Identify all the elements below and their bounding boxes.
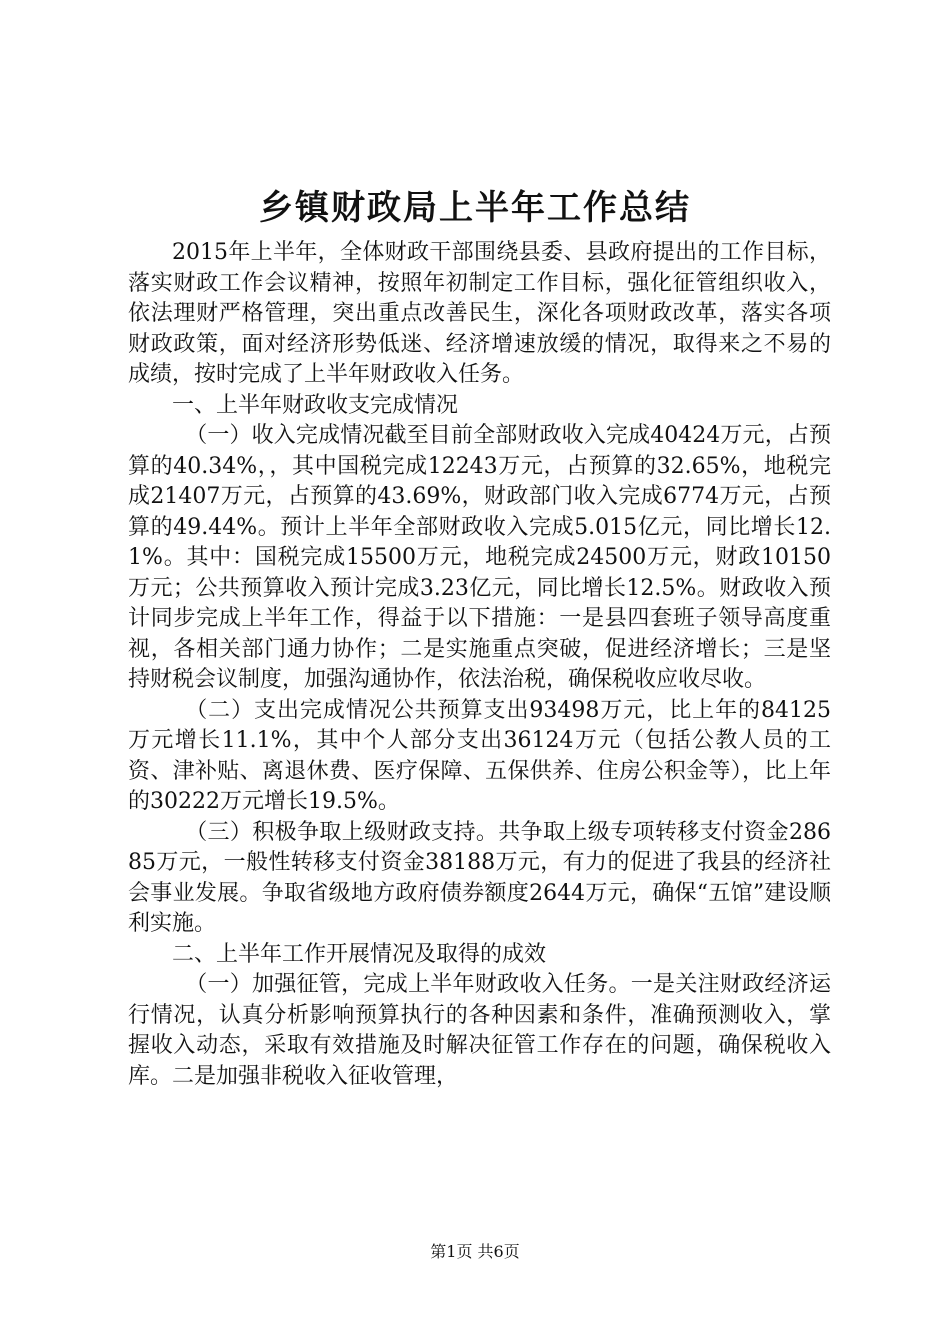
intro-paragraph: 2015年上半年，全体财政干部围绕县委、县政府提出的工作目标，落实财政工作会议精神，按照年初制定工作目标，强化征管组织收入，依法理财严格管理，突出重点改善民生，深化各项财政改革，落实各项财政政策，面对经济形势低迷、经济增速放缓的情况，取得来之不易的成绩，按时完成了上半年财政收入任务。 — [128, 240, 831, 387]
document-body — [128, 238, 831, 1092]
document-title: 乡镇财政局上半年工作总结 — [259, 188, 691, 228]
section-heading-1: 一、上半年财政收支完成情况 — [172, 392, 459, 418]
income-paragraph: （一）收入完成情况截至目前全部财政收入完成40424万元，占预算的40.34%，，其中国税完成12243万元，占预算的32.65%，地税完成21407万元，占预算的43.69%，财政部门收入完成6774万元，占预算的49.44%。预计上半年全部财政收入完成5.015亿元，同比增长12.1%。其中：国税完成15500万元，地税完成24500万元，财政10150万元；公共预算收入预计完成3.23亿元，同比增长12.5%。财政收入预计同步完成上半年工作，得益于以下措施：一是县四套班子领导高度重视，各相关部门通力协作；二是实施重点突破，促进经济增长；三是坚持财税会议制度，加强沟通协作，依法治税，确保税收应收尽收。 — [128, 423, 832, 692]
expenditure-paragraph: （二）支出完成情况公共预算支出93498万元，比上年的84125万元增长11.1%，其中个人部分支出36124万元（包括公教人员的工资、津补贴、离退休费、医疗保障、五保供养、住房公积金等），比上年的30222万元增长19.5%。 — [128, 697, 831, 814]
transfer-paragraph: （三）积极争取上级财政支持。共争取上级专项转移支付资金28685万元，一般性转移支付资金38188万元，有力的促进了我县的经济社会事业发展。争取省级地方政府债券额度2644万元，确保“五馆”建设顺利实施。 — [128, 819, 831, 936]
page-footer: 第1页 共6页 — [430, 1242, 520, 1261]
section-heading-2: 二、上半年工作开展情况及取得的成效 — [172, 941, 547, 967]
collection-paragraph: （一）加强征管，完成上半年财政收入任务。一是关注财政经济运行情况，认真分析影响预算执行的各种因素和条件，准确预测收入，掌握收入动态，采取有效措施及时解决征管工作存在的问题，确保税收入库。二是加强非税收入征收管理， — [128, 972, 831, 1089]
